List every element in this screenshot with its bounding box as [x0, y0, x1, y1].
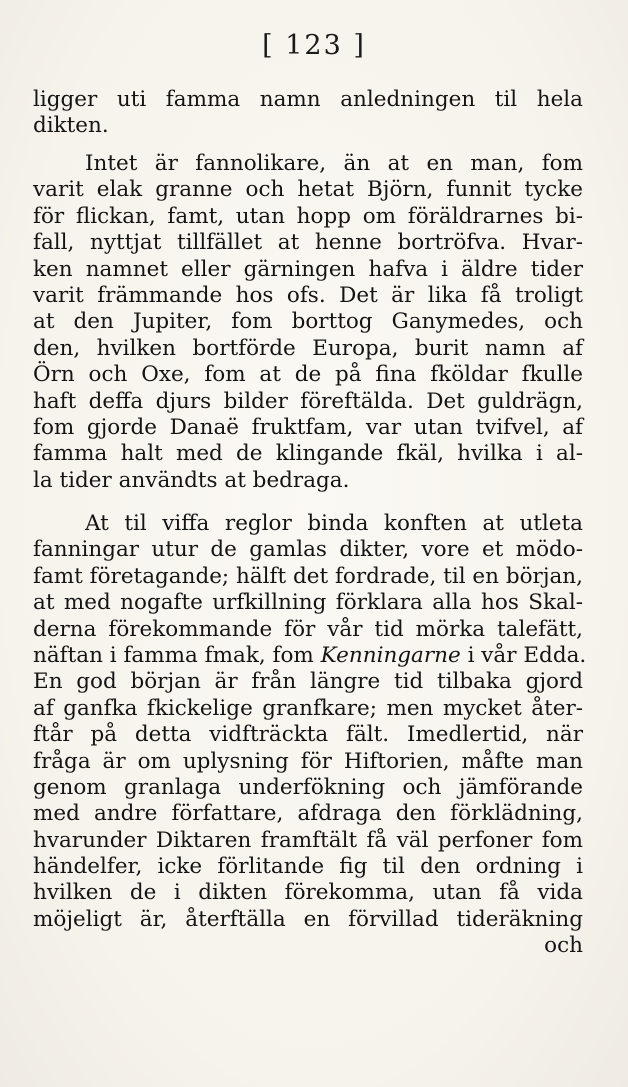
- page-number: [ 123 ]: [262, 30, 366, 61]
- text-line: fom gjorde Danaë fruktfam, var utan tvifvel, af: [33, 414, 583, 440]
- text-line-with-italic: [33, 642, 587, 669]
- text-line: hvilken de i dikten förekomma, utan få vida: [33, 880, 583, 906]
- paragraph-continuation: [33, 87, 583, 140]
- text-line: den, hvilken bortförde Europa, burit namn af: [33, 335, 583, 361]
- text-line: hvarunder Diktaren framftält få väl perfoner fom: [33, 827, 583, 853]
- text-line: för flickan, famt, utan hopp om föräldrarnes bi-: [33, 203, 583, 229]
- text-line: famt företagande; hälft det fordrade, til en början,: [33, 563, 583, 589]
- text-line: af ganfka fkickelige granfkare; men mycket åter-: [33, 695, 583, 721]
- text-line: Intet är fannolikare, än at en man, fom: [85, 151, 583, 176]
- text-line: dikten.: [33, 113, 109, 139]
- text-line: genom granlaga underfökning och jämförande: [33, 774, 583, 800]
- text-line: ftår på detta vidfträckta fält. Imedlertid, när: [33, 722, 583, 748]
- text-line: fall, nyttjat tillfället at henne bortröfva. Hvar-: [33, 230, 583, 256]
- text-line: At til viffa reglor binda konften at utleta: [85, 511, 583, 536]
- text-line: la tider användts at bedraga.: [33, 467, 350, 493]
- text-line: ken namnet eller gärningen hafva i äldre tider: [33, 256, 583, 282]
- text-line: at den Jupiter, fom borttog Ganymedes, och: [33, 309, 583, 335]
- text-line: haft deffa djurs bilder föreftälda. Det guldrägn,: [33, 388, 583, 414]
- text-line: famma halt med de klingande fkäl, hvilka i al-: [33, 441, 583, 467]
- text-line: fråga är om uplysning för Hiftorien, måfte man: [33, 748, 583, 774]
- text-line: möjeligt är, återftälla en förvillad tideräkning: [33, 906, 583, 932]
- text-line: En god början är från längre tid tilbaka gjord: [33, 669, 583, 695]
- text-line: varit elak granne och hetat Björn, funnit tycke: [33, 177, 583, 203]
- text-segment: näftan i famma fmak, fom: [33, 642, 314, 668]
- italic-term: Kenningarne: [320, 642, 461, 668]
- text-line: varit främmande hos ofs. Det är lika få troligt: [33, 282, 583, 308]
- text-line: händelfer, icke förlitande fig til den ordning i: [33, 854, 583, 880]
- text-line: Örn och Oxe, fom at de på fina fköldar fkulle: [33, 362, 583, 388]
- text-line: derna förekommande för vår tid mörka talefätt,: [33, 616, 583, 642]
- text-line: at med nogafte urfkillning förklara alla hos Skal-: [33, 590, 583, 616]
- paragraph: [33, 151, 583, 494]
- text-line: med andre författare, afdraga den förklädning,: [33, 801, 583, 827]
- text-line: ligger uti famma namn anledningen til hela: [33, 87, 583, 112]
- catchword: och: [544, 933, 583, 959]
- text-segment: i vår Edda.: [467, 642, 587, 668]
- paragraph: [33, 511, 587, 960]
- text-line: fanningar utur de gamlas dikter, vore et mödo-: [33, 537, 583, 563]
